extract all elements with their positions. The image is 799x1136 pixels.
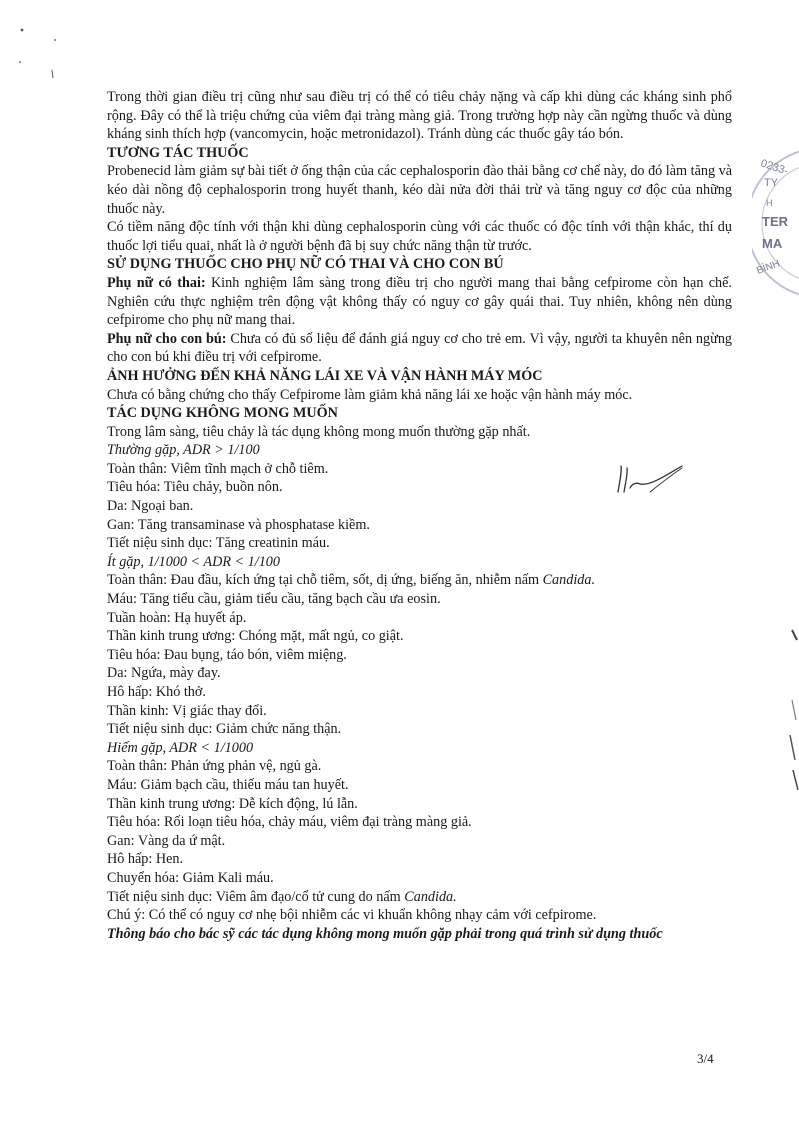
stamp-text-4: TER (762, 214, 788, 229)
paragraph: Probenecid làm giảm sự bài tiết ở ống thận của các cephalosporin đào thải bằng cơ chế này, do đó làm tăng và kéo dài nồng độ cephalosporin trong huyết thanh, kéo dài nửa đời thải trừ và tăng nguy cơ độc của những thuốc này. (107, 163, 732, 217)
paragraph-lead: Phụ nữ cho con bú: (107, 330, 227, 347)
stamp-text-1: 0233- (759, 157, 790, 178)
paragraph: Tiêu hóa: Rối loạn tiêu hóa, chảy máu, viêm đại tràng màng giả. (107, 814, 472, 831)
paragraph (107, 274, 732, 330)
paragraph: Da: Ngoại ban. (107, 498, 194, 515)
section-heading: TƯƠNG TÁC THUỐC (107, 144, 249, 161)
frequency-label: Thường gặp, ADR > 1/100 (107, 442, 260, 459)
paragraph: Tuần hoàn: Hạ huyết áp. (107, 609, 247, 626)
paragraph: Gan: Tăng transaminase và phosphatase kiềm. (107, 516, 370, 533)
section-heading: TÁC DỤNG KHÔNG MONG MUỐN (107, 405, 338, 422)
paragraph: Thần kinh trung ương: Chóng mặt, mất ngủ, co giật. (107, 628, 404, 645)
paragraph: Tiết niệu sinh dục: Giảm chức năng thận. (107, 721, 342, 738)
stamp-text-2: TY (764, 177, 779, 189)
section-heading: SỬ DỤNG THUỐC CHO PHỤ NỮ CÓ THAI VÀ CHO CON BÚ (107, 256, 504, 273)
handwritten-signature (610, 462, 690, 502)
stamp-text-6: BÌNH (755, 258, 782, 277)
paragraph-text: Kinh nghiệm lâm sàng trong điều trị cho người mang thai bằng cefpirome còn hạn chế. Nghiên cứu thực nghiệm trên động vật không thấy có nguy cơ gây quái thai. Tuy nhiên, không nên dùng cefpirome cho phụ nữ mang thai. (107, 274, 732, 329)
paragraph: Thần kinh trung ương: Dễ kích động, lú lẫn. (107, 795, 358, 812)
paragraph: Toàn thân: Viêm tĩnh mạch ở chỗ tiêm. (107, 460, 329, 477)
list-item-italic: Candida. (542, 572, 596, 589)
document-body (107, 88, 732, 943)
stamp-text-3: H (766, 198, 773, 208)
paragraph: Chưa có bằng chứng cho thấy Cefpirome làm giảm khả năng lái xe hoặc vận hành máy móc. (107, 386, 633, 403)
list-item-text: Tiết niệu sinh dục: Viêm âm đạo/cổ tử cung do nấm (107, 888, 405, 905)
paragraph-text: Chưa có đủ số liệu để đánh giá nguy cơ cho trẻ em. Vì vậy, người ta khuyên nên ngừng cho con bú khi điều trị với cefpirome. (107, 330, 733, 366)
paragraph: Chú ý: Có thể có nguy cơ nhẹ bội nhiễm các vi khuẩn không nhạy cảm với cefpirome. (107, 907, 597, 924)
section-heading: ẢNH HƯỞNG ĐẾN KHẢ NĂNG LÁI XE VÀ VẬN HÀNH MÁY MÓC (107, 367, 543, 384)
paragraph: Trong lâm sàng, tiêu chảy là tác dụng không mong muốn thường gặp nhất. (107, 423, 531, 440)
paragraph: Da: Ngứa, mày đay. (107, 665, 221, 682)
paragraph: Gan: Vàng da ứ mật. (107, 832, 226, 849)
paragraph: Tiêu hóa: Đau bụng, táo bón, viêm miệng. (107, 646, 347, 663)
paragraph: Chuyển hóa: Giảm Kali máu. (107, 869, 274, 886)
page-number: 3/4 (697, 1051, 714, 1066)
paragraph: Trong thời gian điều trị cũng như sau điều trị có thể có tiêu chảy nặng và cấp khi dùng các kháng sinh phổ rộng. Đây có thể là triệu chứng của viêm đại tràng màng giả. Trong trường hợp này cần ngừng thuốc và dùng kháng sinh thích hợp (vancomycin, hoặc metronidazol). Tránh dùng các thuốc gây táo bón. (107, 89, 732, 143)
paragraph: Hô hấp: Hen. (107, 851, 184, 868)
frequency-label: Hiếm gặp, ADR < 1/1000 (107, 739, 254, 756)
paragraph (107, 330, 732, 367)
paragraph: Có tiềm năng độc tính với thận khi dùng cephalosporin cùng với các thuốc có độc tính với thận khác, thí dụ thuốc lợi tiểu quai, nhất là ở người bệnh đã bị suy chức năng thận từ trước. (107, 219, 732, 254)
paragraph: Máu: Tăng tiểu cầu, giảm tiểu cầu, tăng bạch cầu ưa eosin. (107, 591, 441, 608)
frequency-label: Ít gặp, 1/1000 < ADR < 1/100 (107, 553, 280, 570)
paragraph-lead: Phụ nữ có thai: (107, 274, 206, 291)
list-item (107, 888, 732, 907)
stamp-text-5: MA (762, 236, 783, 251)
list-item-text: Toàn thân: Đau đầu, kích ứng tại chỗ tiêm, sốt, dị ứng, biếng ăn, nhiễm nấm (107, 572, 543, 589)
paragraph: Máu: Giảm bạch cầu, thiếu máu tan huyết. (107, 776, 349, 793)
paragraph: Hô hấp: Khó thở. (107, 684, 206, 700)
paragraph: Thần kinh: Vị giác thay đổi. (107, 702, 267, 719)
paragraph: Tiêu hóa: Tiêu chảy, buồn nôn. (107, 479, 283, 496)
list-item-italic: Candida. (404, 888, 457, 905)
list-item (107, 571, 732, 590)
paragraph: Tiết niệu sinh dục: Tăng creatinin máu. (107, 535, 330, 552)
notice-text: Thông báo cho bác sỹ các tác dụng không mong muốn gặp phải trong quá trình sử dụng thuốc (107, 925, 663, 942)
company-stamp (752, 128, 799, 318)
paragraph: Toàn thân: Phản ứng phản vệ, ngủ gà. (107, 758, 322, 775)
